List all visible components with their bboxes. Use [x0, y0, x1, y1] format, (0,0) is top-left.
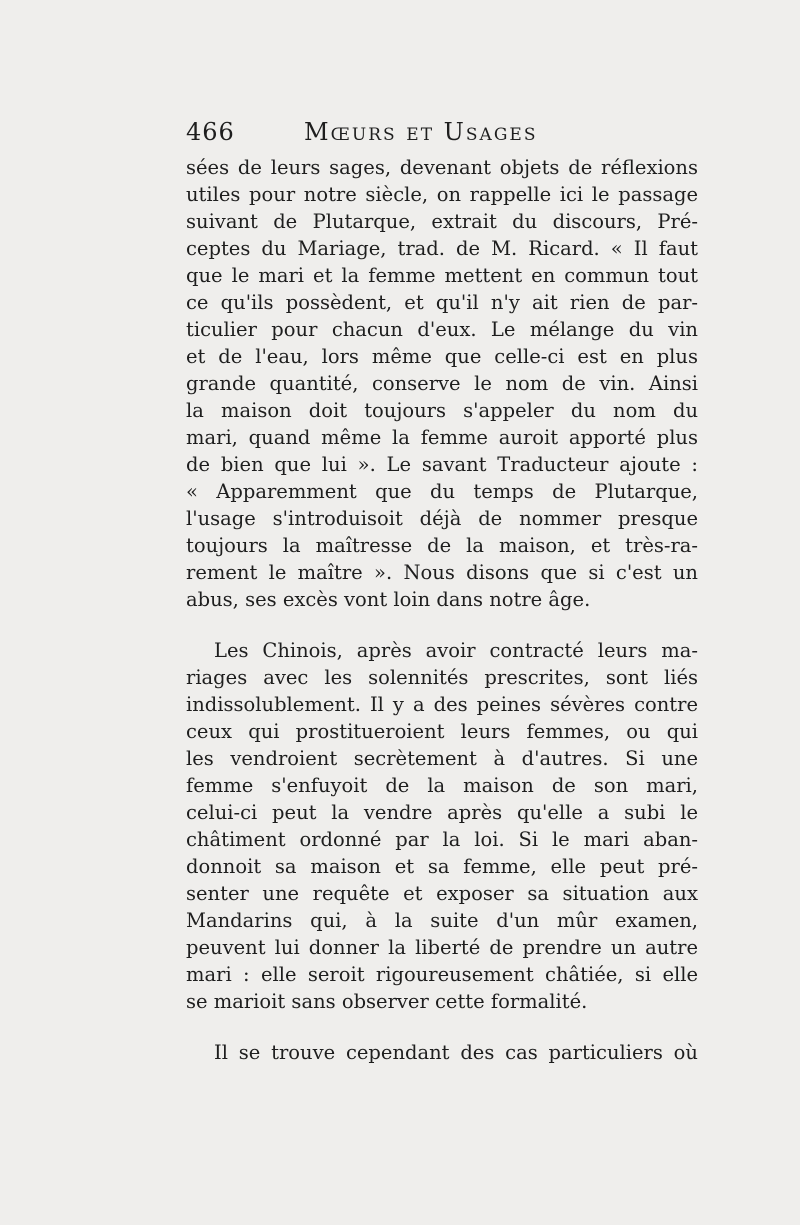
- paragraph-2: [186, 637, 698, 1015]
- text-line: « Apparemment que du temps de Plutarque,: [186, 480, 698, 503]
- paragraph-1: [186, 154, 698, 613]
- text-line: donnoit sa maison et sa femme, elle peut pré-: [186, 855, 698, 878]
- text-line: Il se trouve cependant des cas particuliers où: [214, 1041, 698, 1064]
- text-line: rement le maître ». Nous disons que si c'est un: [186, 561, 698, 584]
- text-line: suivant de Plutarque, extrait du discours, Pré-: [186, 210, 698, 233]
- page-header: [186, 118, 698, 150]
- text-line: ce qu'ils possèdent, et qu'il n'y ait rien de par-: [186, 291, 698, 314]
- body-text: [186, 154, 698, 1066]
- text-line: sées de leurs sages, devenant objets de réflexions: [186, 156, 698, 179]
- paragraph-3: [186, 1039, 698, 1066]
- text-line: senter une requête et exposer sa situation aux: [186, 882, 698, 905]
- paragraph-gap: [186, 1015, 698, 1039]
- text-line: toujours la maîtresse de la maison, et très-ra-: [186, 534, 698, 557]
- text-line: la maison doit toujours s'appeler du nom du: [186, 399, 698, 422]
- text-line: châtiment ordonné par la loi. Si le mari aban-: [186, 828, 698, 851]
- text-line: peuvent lui donner la liberté de prendre un autre: [186, 936, 698, 959]
- text-line: Les Chinois, après avoir contracté leurs ma-: [214, 639, 698, 662]
- page-number: 466: [186, 118, 235, 146]
- text-line: celui-ci peut la vendre après qu'elle a subi le: [186, 801, 698, 824]
- text-line: abus, ses excès vont loin dans notre âge.: [186, 588, 591, 611]
- text-line: ticulier pour chacun d'eux. Le mélange du vin: [186, 318, 698, 341]
- text-line: l'usage s'introduisoit déjà de nommer presque: [186, 507, 698, 530]
- text-line: ceptes du Mariage, trad. de M. Ricard. « Il faut: [186, 237, 698, 260]
- text-line: grande quantité, conserve le nom de vin. Ainsi: [186, 372, 698, 395]
- text-line: que le mari et la femme mettent en commun tout: [186, 264, 698, 287]
- text-line: mari, quand même la femme auroit apporté plus: [186, 426, 698, 449]
- paragraph-gap: [186, 613, 698, 637]
- text-line: ceux qui prostitueroient leurs femmes, ou qui: [186, 720, 698, 743]
- text-line: Mandarins qui, à la suite d'un mûr examen,: [186, 909, 698, 932]
- text-line: utiles pour notre siècle, on rappelle ici le passage: [186, 183, 698, 206]
- text-line: riages avec les solennités prescrites, sont liés: [186, 666, 698, 689]
- text-line: et de l'eau, lors même que celle-ci est en plus: [186, 345, 698, 368]
- running-title: Mœurs et Usages: [304, 118, 538, 146]
- text-line: femme s'enfuyoit de la maison de son mari,: [186, 774, 698, 797]
- text-line: de bien que lui ». Le savant Traducteur ajoute :: [186, 453, 698, 476]
- text-line: les vendroient secrètement à d'autres. Si une: [186, 747, 698, 770]
- text-line: mari : elle seroit rigoureusement châtiée, si elle: [186, 963, 698, 986]
- text-line: se marioit sans observer cette formalité.: [186, 990, 588, 1013]
- text-line: indissolublement. Il y a des peines sévères contre: [186, 693, 698, 716]
